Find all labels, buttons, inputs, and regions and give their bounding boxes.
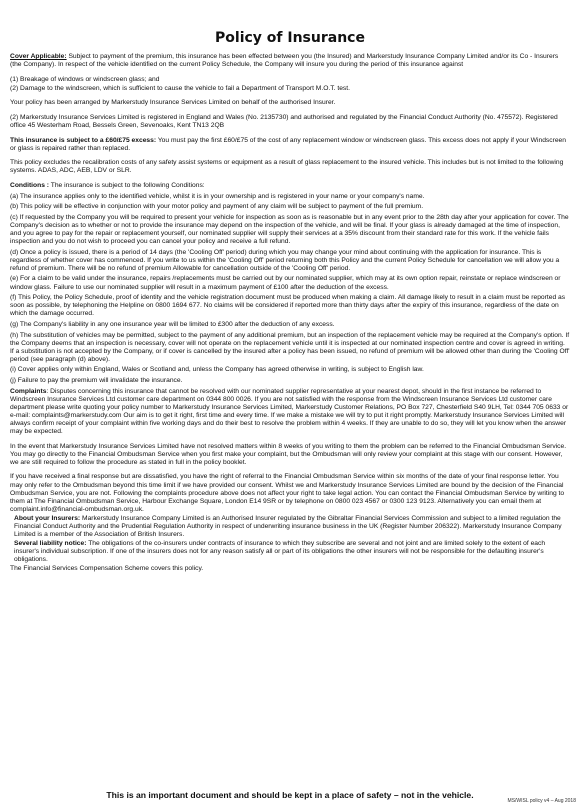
- condition-item: (g) The Company's liability in any one insurance year will be limited to £300 after the deduction of any excess.: [10, 320, 335, 328]
- about-insurers-paragraph: [10, 515, 570, 539]
- page-title: Policy of Insurance: [215, 30, 365, 46]
- arranged-paragraph: Your policy has been arranged by Markerstudy Insurance Services Limited on behalf of the authorised Insurer.: [10, 99, 336, 107]
- cover-item: (1) Breakage of windows or windscreen glass; and: [10, 75, 160, 83]
- condition-item: (f) This Policy, the Policy Schedule, proof of identity and the vehicle registration document must be produced when making a claim. All damage likely to result in a claim must be reported as soon as possible, by telephoning the Helpline on 0800 1694 677. No claims will be considered if reported more than thirty days after the expiry of this insurance, regardless of the date on which the damage occurred.: [10, 294, 566, 318]
- conditions-heading: [10, 182, 570, 190]
- conditions-intro: The insurance is subject to the following Conditions:: [49, 182, 205, 190]
- cover-text: Subject to payment of the premium, this insurance has been effected between you (the Insured) and Markerstudy Insurance Company Limited and/or its Co - Insurers (the Company). In respect of the vehicle identified on the current Policy Schedule, the Company will insure you during the period of this insurance against: [10, 53, 559, 69]
- about-text: Markerstudy Insurance Company Limited is an Authorised Insurer regulated by the Gibraltar Financial Services Commission and subject to a limited regulation the Financial Conduct Authority and the Prudential Regulation Authority in respect of underwriting insurance business in the UK (Register Number 206322). Markerstudy Insurance Company Limited is a member of the Association of British Insurers.: [14, 514, 562, 539]
- policy-body: [10, 53, 570, 575]
- registered-paragraph: (2) Markerstudy Insurance Services Limited is registered in England and Wales (No. 2135730) and authorised and regulated by the Financial Conduct Authority (No. 475572). Registered office 45 Westerham Road, Bessels Green, Sevenoaks, Kent TN13 2QB: [10, 113, 558, 130]
- about-label: About your Insurers:: [14, 514, 81, 522]
- excess-label: This insurance is subject to a £60/£75 excess:: [10, 136, 157, 144]
- cover-label: Cover Applicable:: [10, 53, 67, 60]
- fscs-paragraph: The Financial Services Compensation Scheme covers this policy.: [10, 565, 204, 573]
- ombudsman-paragraph-1: In the event that Markerstudy Insurance Services Limited have not resolved matters within 8 weeks of you writing to them the problem can be referred to the Financial Ombudsman Service. You may go directly to the Financial Ombudsman Service when you first make your complaint, but the Ombudsman will only review your complaint at this stage with our consent. However, we are still required to follow the procedure as stated in full in the policy booklet.: [10, 442, 567, 466]
- complaints-label: Complaints: [10, 387, 47, 395]
- condition-item: (j) Failure to pay the premium will invalidate the insurance.: [10, 377, 183, 384]
- several-text: The obligations of the co-insurers under contracts of insurance to which they subscribe are several and not joint and are limited solely to the extent of each insurer's individual subscription. If one of the insurers does not for any reason satisfy all or part of its obligations the other insurers will not be responsible for the defaulting insurer's obligations.: [14, 540, 546, 564]
- condition-item: (c) If requested by the Company you will be required to present your vehicle for inspection as soon as is reasonable but in any event prior to the 28th day after your application for cover. The Company's decision as to whether or not to provide the insurance may depend on the inspection of the vehicle, and will be final. If your glass is already damaged at the time of inspection, and you agree to pay for the repair or replacement yourself, our nominated supplier will supply their services at a 35% discount from their standard rate for this work. If the vehicle fails inspection and you do not wish to proceed you can cancel your policy and receive a full refund.: [10, 213, 569, 246]
- several-label: Several liability notice:: [14, 540, 87, 548]
- cover-item: (2) Damage to the windscreen, which is sufficient to cause the vehicle to fail a Department of Transport M.O.T. test.: [10, 84, 350, 92]
- cover-paragraph: [10, 53, 570, 69]
- condition-item: (i) Cover applies only within England, Wales or Scotland and, unless the Company has agreed otherwise in writing, is subject to English law.: [10, 366, 424, 374]
- important-notice: This is an important document and should be kept in a place of safety – not in the vehicle.: [106, 790, 474, 800]
- version-label: MS/WISL policy v4 – Aug 2018: [507, 798, 576, 804]
- condition-item: (d) Once a policy is issued, there is a period of 14 days (the 'Cooling Off' period) during which you may change your mind about continuing with the application for insurance. This is regardless of whether cover has commenced. If you write to us within the 'Cooling Off' period returning both this Policy and the current Policy Schedule for cancellation we will allow you a refund of premium. There will be no refund of premium Allowable for cancellation outside of the 'Cooling Off' period.: [10, 248, 560, 272]
- condition-item: (b) This policy will be effective in conjunction with your motor policy and payment of any claim will be subject to payment of the full premium.: [10, 203, 424, 211]
- complaints-paragraph: [10, 388, 570, 437]
- excess-text: You must pay the first £60/£75 of the cost of any replacement window or windscreen glass. This excess does not apply if your Windscreen or glass is repaired rather than replaced.: [10, 136, 566, 152]
- excess-paragraph: [10, 137, 570, 153]
- recalibration-paragraph: This policy excludes the recalibration costs of any safety assist systems or equipment as a result of glass replacement to the insured vehicle. This includes but is not limited to the following systems. ADAS, ADC, AEB, LDV or SLR.: [10, 159, 564, 175]
- condition-item: (e) For a claim to be valid under the insurance, repairs /replacements must be carried out by our nominated supplier, which may at its own option repair, reinstate or replace windscreen or window glass. Failure to use our nominated supplier will result in a maximum payment of £100 after the deduction of the excess.: [10, 275, 561, 291]
- condition-item: (a) The insurance applies only to the identified vehicle, whilst it is in your ownership and is registered in your name or your company's name.: [10, 192, 425, 200]
- several-liability-paragraph: [10, 540, 570, 564]
- conditions-label: Conditions :: [10, 182, 50, 190]
- ombudsman-paragraph-2: If you have received a final response but are dissatisfied, you have the right of referral to the Financial Ombudsman Service within six months of the date of your final response letter. You may only refer to the Ombudsman beyond this time limit if we have provided our consent. Whilst we and Markerstudy Insurance Services Limited are bound by the decision of the Financial Ombudsman Service, you are not. Following the complaints procedure above does not affect your right to take legal action. You can contact the Financial Ombudsman Service by writing to them at The Financial Ombudsman Service, Harbour Exchange Square, London E14 9SR or by telephone on 0800 023 4567 or 0300 123 9123. Alternatively you can email them at complaint.info@financial-ombudsman.org.uk.: [10, 473, 565, 513]
- complaints-text: : Disputes concerning this insurance that cannot be resolved with our nominated supplier representative at your nearest depot, should in the first instance be referred to Windscreen Insurance Services Ltd customer care department on 0344 800 0026. If you are not satisfied with the response from the Windscreen Insurance Services Ltd customer care department please write quoting your policy number to Markerstudy Insurance Services Limited, Markerstudy Customer Relations, PO Box 727, Chesterfield S40 9LH, Tel: 0344 705 0633 or e-mail: complaints@markerstudy.com Our aim is to get it right, first time and every time. If we make a mistake we will try to put it right promptly. Markerstudy Insurance Services Limited will always confirm receipt of your complaint within five working days and do their best to resolve the problem within 4 weeks. If they are unable to do so, they will let you know when the answer may be expected.: [10, 387, 569, 436]
- condition-item: (h) The substitution of vehicles may be permitted, subject to the payment of any additional premium, but an inspection of the replacement vehicle may be required at the Company's option. If the Company deems that an inspection is necessary, cover will not operate on the replacement vehicle until it is inspected at our nominated inspection centre and cover is agreed in writing. If a substitution is not accepted by the Company, or if cover is cancelled by the insured after a policy has been issued, no refund of premium will be allowed other than during the 'Cooling Off' period (see paragraph (d) above).: [10, 331, 570, 363]
